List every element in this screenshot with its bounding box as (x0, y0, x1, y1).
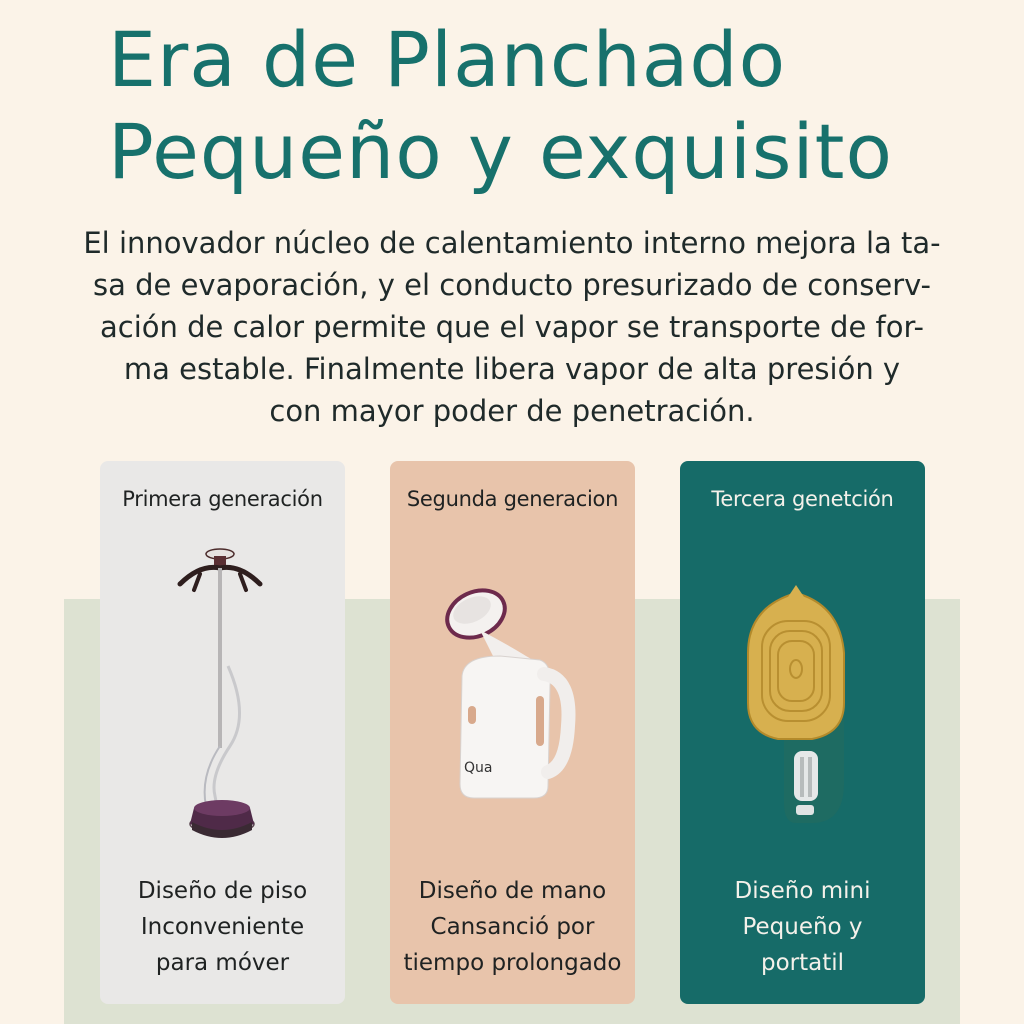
card-text-line: tiempo prolongado (403, 950, 622, 976)
description-line: sa de evaporación, y el conducto presurizado de conserv- (93, 268, 931, 302)
card-third-generation (680, 461, 925, 1004)
card-text-line: portatil (760, 950, 845, 976)
card-first-generation (100, 461, 345, 1004)
page-title (108, 14, 893, 198)
handheld-steamer-icon (440, 586, 580, 811)
card-second-generation (390, 461, 635, 1004)
card-title: Segunda generacion (406, 487, 619, 511)
card-title: Tercera genetción (711, 487, 894, 511)
card-title: Primera generación (122, 487, 323, 511)
description-line: ma estable. Finalmente libera vapor de alta presión y (123, 352, 901, 386)
card-text-line: Diseño de piso (137, 878, 308, 904)
title-line-1: Era de Planchado (108, 15, 787, 104)
description-line: con mayor poder de penetración. (269, 394, 755, 428)
title-line-2: Pequeño y exquisito (108, 107, 893, 196)
card-text-line: Diseño mini (734, 878, 871, 904)
description-paragraph (60, 222, 964, 432)
description-line: El innovador núcleo de calentamiento interno mejora la ta- (83, 226, 941, 260)
card-text-line: Diseño de mano (418, 878, 607, 904)
card-description (390, 873, 635, 981)
card-text-line: para móver (155, 950, 290, 976)
card-text-line: Pequeño y (742, 914, 863, 940)
description-line: ación de calor permite que el vapor se transporte de for- (99, 310, 924, 344)
card-description (680, 873, 925, 981)
card-description (100, 873, 345, 981)
mini-steamer-icon (740, 583, 860, 833)
card-text-line: Inconveniente (140, 914, 305, 940)
brand-label: Qua (464, 760, 493, 776)
card-text-line: Cansanció por (430, 914, 595, 940)
floor-steamer-icon (170, 546, 270, 846)
